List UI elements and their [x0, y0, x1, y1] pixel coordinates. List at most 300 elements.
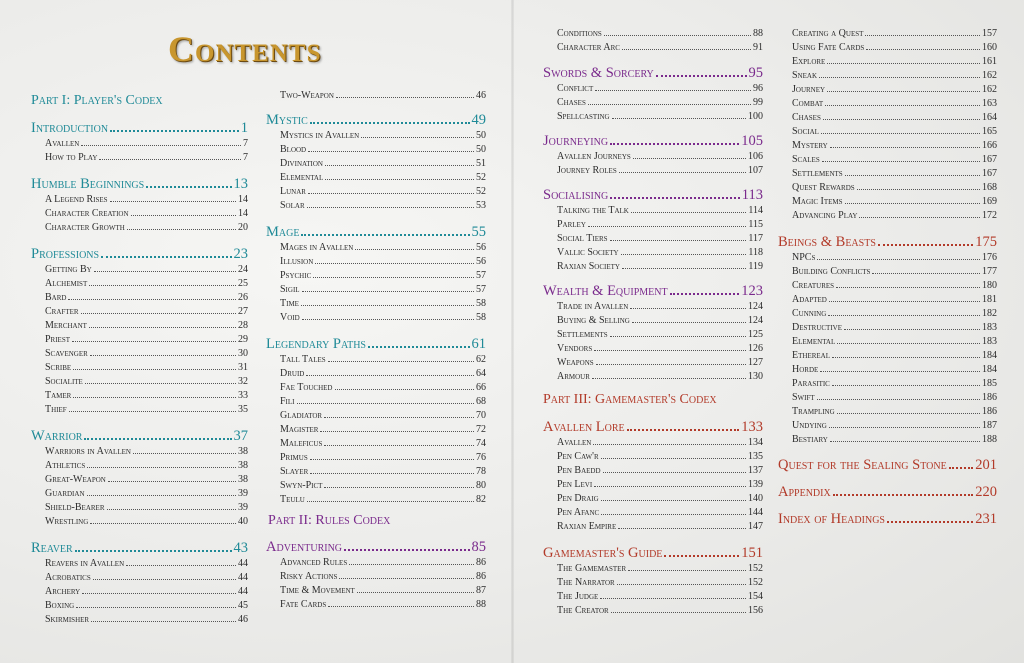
- entry-page: 28: [238, 320, 248, 331]
- entry-page: 184: [982, 364, 997, 375]
- dot-leader: [127, 229, 236, 230]
- toc-section[interactable]: [31, 245, 248, 263]
- entry-page: 140: [748, 493, 763, 504]
- toc-section[interactable]: [266, 335, 486, 353]
- entry-label: Undying: [792, 420, 827, 431]
- toc-entry[interactable]: [778, 363, 997, 377]
- dot-leader: [865, 35, 980, 36]
- entry-page: 135: [748, 451, 763, 462]
- entry-page: 163: [982, 98, 997, 109]
- entry-page: 119: [748, 261, 763, 272]
- toc-entry[interactable]: [778, 55, 997, 69]
- toc-entry[interactable]: [31, 291, 248, 305]
- entry-label: Warriors in Avallen: [45, 446, 131, 457]
- section-title: Gamemaster's Guide: [543, 545, 663, 561]
- toc-entry[interactable]: [266, 479, 486, 493]
- entry-page: 33: [238, 390, 248, 401]
- section-page: 1: [240, 120, 248, 136]
- dot-leader: [633, 158, 746, 159]
- toc-entry[interactable]: [778, 293, 997, 307]
- dot-leader: [339, 578, 474, 579]
- toc-entry[interactable]: [266, 423, 486, 437]
- entry-page: 177: [982, 266, 997, 277]
- toc-entry[interactable]: [266, 241, 486, 255]
- entry-label: Mystics in Avallen: [280, 130, 360, 141]
- entry-label: Buying & Selling: [557, 315, 630, 326]
- dot-leader: [837, 343, 980, 344]
- entry-page: 32: [238, 376, 248, 387]
- dot-leader: [592, 378, 746, 379]
- toc-entry[interactable]: [778, 335, 997, 349]
- toc-section[interactable]: [778, 456, 997, 474]
- entry-label: Athletics: [45, 460, 86, 471]
- toc-entry[interactable]: [31, 333, 248, 347]
- toc-entry[interactable]: [778, 111, 997, 125]
- entry-label: Scavenger: [45, 348, 88, 359]
- toc-column-3-part3: [543, 418, 763, 618]
- toc-entry[interactable]: [778, 181, 997, 195]
- toc-entry[interactable]: [778, 405, 997, 419]
- dot-leader: [301, 305, 474, 306]
- toc-entry[interactable]: [543, 520, 763, 534]
- toc-entry[interactable]: [266, 353, 486, 367]
- entry-page: 125: [748, 329, 763, 340]
- toc-section[interactable]: [543, 418, 763, 436]
- dot-leader: [89, 327, 236, 328]
- section-title: Warrior: [31, 428, 83, 444]
- toc-entry[interactable]: [778, 41, 997, 55]
- section-page: 49: [471, 112, 486, 128]
- entry-label: Crafter: [45, 306, 79, 317]
- toc-entry[interactable]: [266, 311, 486, 325]
- toc-entry[interactable]: [31, 221, 248, 235]
- dot-leader: [610, 240, 747, 241]
- entry-label: Conflict: [557, 83, 594, 94]
- toc-entry[interactable]: [543, 342, 763, 356]
- toc-entry[interactable]: [31, 613, 248, 627]
- entry-page: 162: [982, 70, 997, 81]
- entry-label: Thief: [45, 404, 67, 415]
- toc-section[interactable]: [266, 223, 486, 241]
- entry-page: 44: [238, 586, 248, 597]
- toc-section[interactable]: [266, 538, 486, 556]
- dot-leader: [619, 172, 746, 173]
- toc-entry[interactable]: [31, 137, 248, 151]
- dot-leader: [306, 375, 474, 376]
- entry-page: 127: [748, 357, 763, 368]
- toc-entry[interactable]: [31, 445, 248, 459]
- toc-entry[interactable]: [543, 96, 763, 110]
- dot-leader: [829, 301, 980, 302]
- section-page: 201: [975, 457, 997, 473]
- dot-leader: [68, 299, 236, 300]
- dot-leader: [344, 549, 469, 551]
- toc-entry[interactable]: [543, 150, 763, 164]
- dot-leader: [90, 523, 236, 524]
- section-page: 231: [975, 511, 997, 527]
- toc-entry[interactable]: [778, 265, 997, 279]
- dot-leader: [324, 417, 474, 418]
- entry-page: 187: [982, 420, 997, 431]
- toc-entry[interactable]: [31, 585, 248, 599]
- toc-entry[interactable]: [31, 459, 248, 473]
- entry-label: Getting By: [45, 264, 92, 275]
- entry-label: Archery: [45, 586, 81, 597]
- entry-page: 152: [748, 577, 763, 588]
- dot-leader: [110, 130, 239, 132]
- entry-page: 39: [238, 488, 248, 499]
- dot-leader: [73, 397, 236, 398]
- toc-section[interactable]: [31, 539, 248, 557]
- entry-label: Fae Touched: [280, 382, 333, 393]
- toc-entry[interactable]: [778, 279, 997, 293]
- entry-label: Scribe: [45, 362, 72, 373]
- toc-section[interactable]: [543, 64, 763, 82]
- entry-label: Advanced Rules: [280, 557, 348, 568]
- part-one-heading: Part I: Player's Codex: [31, 93, 163, 108]
- dot-leader: [949, 467, 974, 469]
- toc-entry[interactable]: [31, 305, 248, 319]
- entry-page: 124: [748, 301, 763, 312]
- section-page: 61: [471, 336, 486, 352]
- entry-page: 86: [476, 571, 486, 582]
- entry-label: Journey Roles: [557, 165, 617, 176]
- toc-entry[interactable]: [543, 450, 763, 464]
- entry-label: Blood: [280, 144, 307, 155]
- dot-leader: [89, 285, 236, 286]
- dot-leader: [830, 147, 980, 148]
- toc-entry[interactable]: [778, 251, 997, 265]
- page-title: Contents: [168, 29, 322, 69]
- entry-page: 186: [982, 392, 997, 403]
- entry-label: NPCs: [792, 252, 816, 263]
- toc-entry[interactable]: [266, 269, 486, 283]
- entry-page: 52: [476, 186, 486, 197]
- entry-label: Pen Caw'r: [557, 451, 599, 462]
- entry-page: 80: [476, 480, 486, 491]
- toc-section[interactable]: [31, 119, 248, 137]
- dot-leader: [73, 369, 236, 370]
- entry-label: Time & Movement: [280, 585, 355, 596]
- section-page: 220: [975, 484, 997, 500]
- dot-leader: [822, 161, 980, 162]
- toc-entry[interactable]: [543, 576, 763, 590]
- entry-page: 53: [476, 200, 486, 211]
- toc-entry[interactable]: [543, 492, 763, 506]
- toc-entry[interactable]: [543, 232, 763, 246]
- dot-leader: [84, 438, 231, 440]
- toc-entry[interactable]: [266, 493, 486, 507]
- dot-leader: [595, 90, 751, 91]
- toc-entry[interactable]: [778, 307, 997, 321]
- toc-section[interactable]: [778, 483, 997, 501]
- entry-page: 188: [982, 434, 997, 445]
- dot-leader: [328, 361, 474, 362]
- dot-leader: [308, 193, 474, 194]
- entry-page: 82: [476, 494, 486, 505]
- dot-leader: [325, 179, 474, 180]
- toc-entry[interactable]: [31, 389, 248, 403]
- dot-leader: [310, 122, 470, 124]
- toc-entry[interactable]: [543, 110, 763, 124]
- toc-entry[interactable]: [266, 199, 486, 213]
- entry-label: Talking the Talk: [557, 205, 629, 216]
- entry-label: Combat: [792, 98, 824, 109]
- toc-entry[interactable]: [266, 451, 486, 465]
- toc-entry[interactable]: [778, 125, 997, 139]
- toc-entry[interactable]: [31, 193, 248, 207]
- toc-entry[interactable]: [31, 599, 248, 613]
- dot-leader: [99, 159, 241, 160]
- section-page: 95: [748, 65, 763, 81]
- toc-entry[interactable]: [543, 562, 763, 576]
- entry-label: Slayer: [280, 466, 309, 477]
- dot-leader: [601, 458, 746, 459]
- entry-page: 52: [476, 172, 486, 183]
- dot-leader: [90, 355, 236, 356]
- toc-entry[interactable]: [543, 82, 763, 96]
- toc-entry[interactable]: [266, 129, 486, 143]
- toc-entry[interactable]: [266, 381, 486, 395]
- entry-label: Conditions: [557, 28, 602, 39]
- toc-entry[interactable]: [543, 41, 763, 55]
- toc-entry[interactable]: [543, 246, 763, 260]
- toc-entry[interactable]: [543, 218, 763, 232]
- entry-page: 185: [982, 378, 997, 389]
- toc-entry[interactable]: [31, 319, 248, 333]
- section-title: Index of Headings: [778, 511, 885, 527]
- toc-entry[interactable]: [778, 97, 997, 111]
- entry-page: 139: [748, 479, 763, 490]
- toc-entry[interactable]: [31, 375, 248, 389]
- toc-section[interactable]: [543, 282, 763, 300]
- toc-entry[interactable]: [266, 598, 486, 612]
- toc-entry[interactable]: [543, 464, 763, 478]
- toc-entry[interactable]: [543, 300, 763, 314]
- entry-label: Pen Draig: [557, 493, 599, 504]
- entry-page: 31: [238, 362, 248, 373]
- toc-entry[interactable]: [543, 164, 763, 178]
- entry-label: Trade in Avallen: [557, 301, 629, 312]
- toc-entry[interactable]: [778, 377, 997, 391]
- toc-entry[interactable]: [543, 204, 763, 218]
- toc-entry[interactable]: [31, 277, 248, 291]
- toc-entry[interactable]: [543, 370, 763, 384]
- toc-entry[interactable]: [31, 403, 248, 417]
- toc-entry[interactable]: [778, 195, 997, 209]
- toc-section[interactable]: [543, 544, 763, 562]
- entry-label: Character Creation: [45, 208, 129, 219]
- toc-entry[interactable]: [266, 465, 486, 479]
- dot-leader: [72, 341, 236, 342]
- entry-label: Chases: [557, 97, 586, 108]
- entry-page: 26: [238, 292, 248, 303]
- entry-label: Raxian Empire: [557, 521, 617, 532]
- toc-entry[interactable]: [266, 297, 486, 311]
- toc-entry[interactable]: [266, 171, 486, 185]
- toc-entry[interactable]: [31, 487, 248, 501]
- entry-page: 166: [982, 140, 997, 151]
- toc-entry[interactable]: [31, 557, 248, 571]
- toc-entry[interactable]: [266, 255, 486, 269]
- toc-column-4-top: [778, 27, 997, 223]
- toc-section[interactable]: [31, 427, 248, 445]
- entry-page: 126: [748, 343, 763, 354]
- toc-entry[interactable]: [543, 478, 763, 492]
- entry-page: 38: [238, 460, 248, 471]
- toc-entry[interactable]: [543, 260, 763, 274]
- entry-label: Armour: [557, 371, 590, 382]
- toc-entry[interactable]: [31, 501, 248, 515]
- entry-label: Boxing: [45, 600, 75, 611]
- toc-column-1: [31, 119, 248, 627]
- toc-entry[interactable]: [266, 556, 486, 570]
- dot-leader: [830, 441, 980, 442]
- dot-leader: [821, 133, 980, 134]
- dot-leader: [832, 357, 980, 358]
- section-page: 175: [975, 234, 997, 250]
- dot-leader: [670, 293, 740, 295]
- toc-entry[interactable]: [778, 167, 997, 181]
- toc-entry[interactable]: [778, 139, 997, 153]
- toc-section[interactable]: [543, 186, 763, 204]
- entry-label: Avallen: [557, 437, 592, 448]
- dot-leader: [315, 263, 474, 264]
- entry-page: 157: [982, 28, 997, 39]
- entry-label: Psychic: [280, 270, 312, 281]
- dot-leader: [604, 35, 751, 36]
- toc-entry[interactable]: [266, 570, 486, 584]
- toc-entry[interactable]: [266, 185, 486, 199]
- entry-label: Settlements: [557, 329, 608, 340]
- entry-label: Solar: [280, 200, 305, 211]
- toc-entry[interactable]: [778, 27, 997, 41]
- dot-leader: [832, 385, 980, 386]
- toc-entry[interactable]: [266, 367, 486, 381]
- toc-entry[interactable]: [543, 314, 763, 328]
- toc-entry[interactable]: [266, 157, 486, 171]
- page-fold: [511, 0, 514, 663]
- toc-entry[interactable]: [778, 153, 997, 167]
- toc-entry[interactable]: [266, 395, 486, 409]
- toc-entry[interactable]: [31, 515, 248, 529]
- toc-entry[interactable]: [778, 321, 997, 335]
- entry-page: 182: [982, 308, 997, 319]
- toc-entry[interactable]: [543, 506, 763, 520]
- toc-entry[interactable]: [31, 473, 248, 487]
- toc-section[interactable]: [31, 175, 248, 193]
- toc-entry[interactable]: [778, 419, 997, 433]
- toc-entry[interactable]: [31, 151, 248, 165]
- toc-entry[interactable]: [778, 209, 997, 223]
- entry-label: Chases: [792, 112, 821, 123]
- entry-page: 45: [238, 600, 248, 611]
- toc-entry[interactable]: [543, 356, 763, 370]
- entry-label: Adapted: [792, 294, 827, 305]
- section-page: 23: [233, 246, 248, 262]
- toc-column-4: [778, 233, 997, 447]
- toc-entry[interactable]: [543, 436, 763, 450]
- entry-page: 76: [476, 452, 486, 463]
- entry-label: Swyn-Pict: [280, 480, 323, 491]
- entry-page: 137: [748, 465, 763, 476]
- toc-entry[interactable]: [543, 604, 763, 618]
- toc-entry[interactable]: [31, 571, 248, 585]
- toc-entry[interactable]: [778, 69, 997, 83]
- toc-entry[interactable]: [543, 328, 763, 342]
- toc-entry[interactable]: [778, 391, 997, 405]
- toc-column-2-part2: [266, 538, 486, 612]
- section-title: Quest for the Sealing Stone: [778, 457, 947, 473]
- toc-entry[interactable]: [266, 143, 486, 157]
- toc-entry[interactable]: [778, 349, 997, 363]
- entry-label: Lunar: [280, 186, 306, 197]
- section-title: Reaver: [31, 540, 73, 556]
- entry-label: Acrobatics: [45, 572, 91, 583]
- toc-section[interactable]: [266, 111, 486, 129]
- entry-label: Mages in Avallen: [280, 242, 354, 253]
- toc-entry[interactable]: [266, 283, 486, 297]
- entry-label: Quest Rewards: [792, 182, 855, 193]
- toc-entry[interactable]: [778, 83, 997, 97]
- toc-entry[interactable]: [266, 584, 486, 598]
- entry-page: 7: [243, 152, 248, 163]
- toc-entry[interactable]: [778, 433, 997, 447]
- dot-leader: [611, 612, 746, 613]
- dot-leader: [108, 481, 236, 482]
- entry-page: 30: [238, 348, 248, 359]
- entry-label: Skirmisher: [45, 614, 90, 625]
- dot-leader: [820, 371, 980, 372]
- dot-leader: [630, 308, 746, 309]
- toc-section[interactable]: [778, 233, 997, 251]
- toc-entry[interactable]: [543, 27, 763, 41]
- entry-page: 72: [476, 424, 486, 435]
- dot-leader: [93, 579, 236, 580]
- toc-section[interactable]: [543, 132, 763, 150]
- entry-page: 160: [982, 42, 997, 53]
- entry-label: Social Tiers: [557, 233, 608, 244]
- toc-entry[interactable]: [31, 263, 248, 277]
- entry-label: Bestiary: [792, 434, 828, 445]
- toc-entry[interactable]: [266, 89, 486, 103]
- entry-label: Raxian Society: [557, 261, 620, 272]
- dot-leader: [596, 364, 746, 365]
- toc-entry[interactable]: [31, 347, 248, 361]
- section-page: 43: [233, 540, 248, 556]
- entry-label: Vendors: [557, 343, 593, 354]
- entry-label: Magister: [280, 424, 319, 435]
- dot-leader: [817, 259, 980, 260]
- entry-page: 57: [476, 270, 486, 281]
- dot-leader: [866, 49, 980, 50]
- toc-entry[interactable]: [543, 590, 763, 604]
- toc-entry[interactable]: [266, 437, 486, 451]
- entry-page: 167: [982, 154, 997, 165]
- toc-entry[interactable]: [266, 409, 486, 423]
- part-two-heading: Part II: Rules Codex: [268, 513, 391, 528]
- toc-entry[interactable]: [31, 207, 248, 221]
- dot-leader: [307, 501, 474, 502]
- section-page: 113: [741, 187, 763, 203]
- dot-leader: [825, 105, 980, 106]
- dot-leader: [827, 63, 980, 64]
- entry-label: Sneak: [792, 70, 818, 81]
- section-title: Swords & Sorcery: [543, 65, 654, 81]
- toc-section[interactable]: [778, 510, 997, 528]
- toc-entry[interactable]: [31, 361, 248, 375]
- dot-leader: [610, 197, 740, 199]
